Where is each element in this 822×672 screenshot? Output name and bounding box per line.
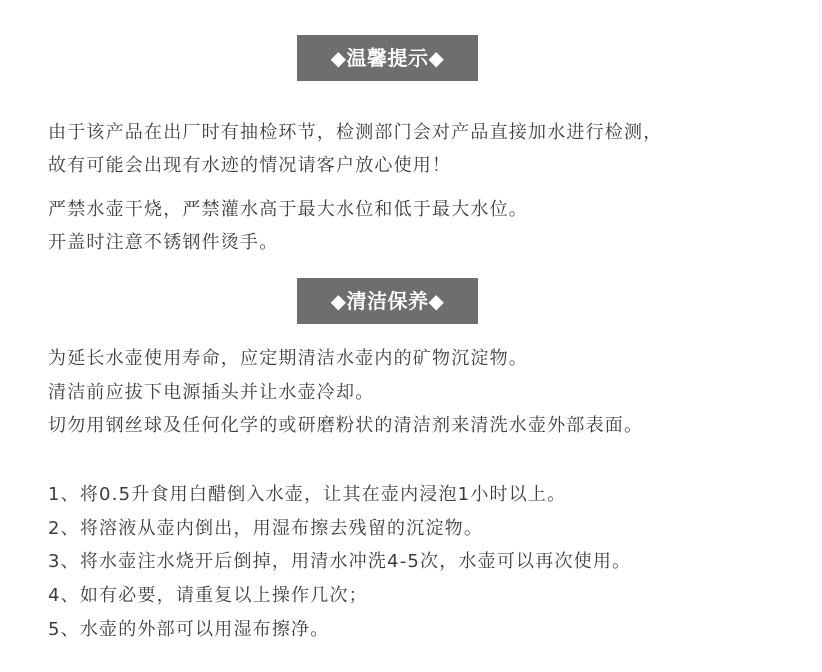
reminder-line-4: 开盖时注意不锈钢件烫手。 [48, 232, 279, 253]
reminder-heading: ◆温馨提示◆ [297, 35, 478, 81]
care-intro-line-1: 为延长水壶使用寿命，应定期清洁水壶内的矿物沉淀物。 [48, 348, 528, 369]
reminder-line-3: 严禁水壶干烧，严禁灌水高于最大水位和低于最大水位。 [48, 199, 528, 220]
edge-divider [819, 0, 820, 400]
care-step-4: 4、如有必要，请重复以上操作几次； [48, 585, 368, 606]
care-step-1: 1、将0.5升食用白醋倒入水壶，让其在壶内浸泡1小时以上。 [48, 484, 567, 505]
care-intro-line-2: 清洁前应拔下电源插头并让水壶冷却。 [48, 382, 375, 403]
care-heading: ◆清洁保养◆ [297, 278, 478, 324]
care-step-5: 5、水壶的外部可以用湿布擦净。 [48, 619, 330, 640]
care-intro-line-3: 切勿用钢丝球及任何化学的或研磨粉状的清洁剂来清洗水壶外部表面。 [48, 415, 644, 436]
reminder-line-1: 由于该产品在出厂时有抽检环节，检测部门会对产品直接加水进行检测， [48, 122, 663, 143]
care-step-2: 2、将溶液从壶内倒出，用湿布擦去残留的沉淀物。 [48, 518, 484, 539]
care-step-3: 3、将水壶注水烧开后倒掉，用清水冲洗4-5次，水壶可以再次使用。 [48, 551, 632, 572]
reminder-line-2: 故有可能会出现有水迹的情况请客户放心使用！ [48, 155, 452, 176]
